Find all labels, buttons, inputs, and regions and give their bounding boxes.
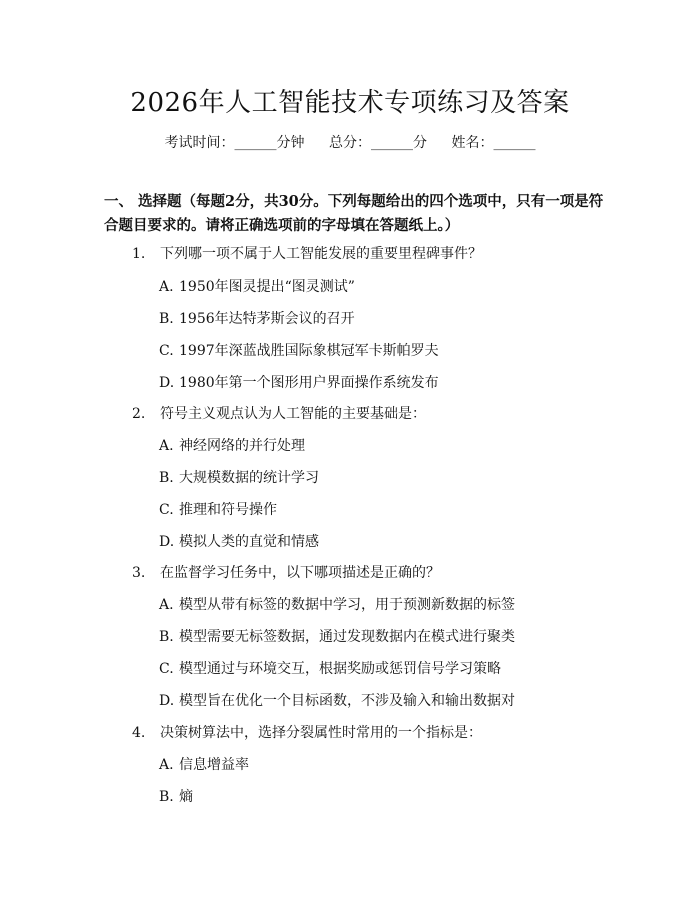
total-score-field: 总分：______分 — [329, 135, 427, 151]
option — [159, 594, 515, 614]
option — [159, 372, 439, 392]
option-text: 神经网络的并行处理 — [179, 438, 305, 454]
page-title: 2026年人工智能技术专项练习及答案 — [130, 88, 570, 118]
option-label: D. — [159, 375, 175, 391]
option — [159, 499, 277, 519]
option-text: 模型旨在优化一个目标函数，不涉及输入和输出数据对 — [179, 693, 515, 709]
section-number: 一、 — [104, 193, 133, 210]
option — [159, 276, 355, 296]
option-label: B. — [159, 470, 174, 486]
option-text: 1980年第一个图形用户界面操作系统发布 — [179, 375, 439, 391]
question — [132, 722, 482, 742]
option-text: 1950年图灵提出“图灵测试” — [179, 279, 355, 295]
option-text: 推理和符号操作 — [179, 502, 277, 518]
option — [159, 786, 193, 806]
option — [159, 435, 305, 455]
option-label: A. — [159, 757, 174, 773]
option — [159, 531, 319, 551]
option-label: C. — [159, 661, 174, 677]
question-text: 决策树算法中，选择分裂属性时常用的一个指标是： — [160, 725, 482, 741]
option-text: 大规模数据的统计学习 — [179, 470, 319, 486]
option — [159, 308, 355, 328]
option — [159, 626, 515, 646]
question — [132, 403, 426, 423]
option-label: A. — [159, 438, 174, 454]
question — [132, 243, 482, 263]
exam-meta — [0, 132, 700, 152]
option-label: B. — [159, 789, 174, 805]
option — [159, 340, 439, 360]
option-text: 1956年达特茅斯会议的召开 — [179, 311, 355, 327]
option-text: 模型需要无标签数据，通过发现数据内在模式进行聚类 — [179, 629, 515, 645]
question-number: 3. — [132, 565, 146, 581]
option-label: D. — [159, 534, 175, 550]
exam-time-field: 考试时间：______分钟 — [164, 135, 305, 151]
option — [159, 658, 501, 678]
option-label: B. — [159, 629, 174, 645]
option-label: D. — [159, 693, 175, 709]
question-text: 在监督学习任务中，以下哪项描述是正确的？ — [160, 565, 440, 581]
option-label: C. — [159, 502, 174, 518]
section-instructions: 选择题（每题2分，共30分。下列每题给出的四个选项中，只有一项是符合题目要求的。请将正确选项前的字母填在答题纸上。） — [104, 193, 604, 234]
question-number: 4. — [132, 725, 146, 741]
question-number: 1. — [132, 246, 146, 262]
question-text: 下列哪一项不属于人工智能发展的重要里程碑事件？ — [160, 246, 482, 262]
option — [159, 754, 249, 774]
option — [159, 690, 515, 710]
option-text: 1997年深蓝战胜国际象棋冠军卡斯帕罗夫 — [179, 343, 439, 359]
option-text: 熵 — [179, 789, 193, 805]
option-text: 模型从带有标签的数据中学习，用于预测新数据的标签 — [179, 597, 515, 613]
option-label: B. — [159, 311, 174, 327]
question — [132, 562, 440, 582]
option-label: A. — [159, 279, 174, 295]
option-text: 信息增益率 — [179, 757, 249, 773]
option-label: C. — [159, 343, 174, 359]
option — [159, 467, 319, 487]
option-text: 模拟人类的直觉和情感 — [179, 534, 319, 550]
question-text: 符号主义观点认为人工智能的主要基础是： — [160, 406, 426, 422]
option-label: A. — [159, 597, 174, 613]
option-text: 模型通过与环境交互，根据奖励或惩罚信号学习策略 — [179, 661, 501, 677]
section-heading — [104, 190, 604, 238]
question-number: 2. — [132, 406, 146, 422]
name-field: 姓名：______ — [451, 135, 536, 151]
